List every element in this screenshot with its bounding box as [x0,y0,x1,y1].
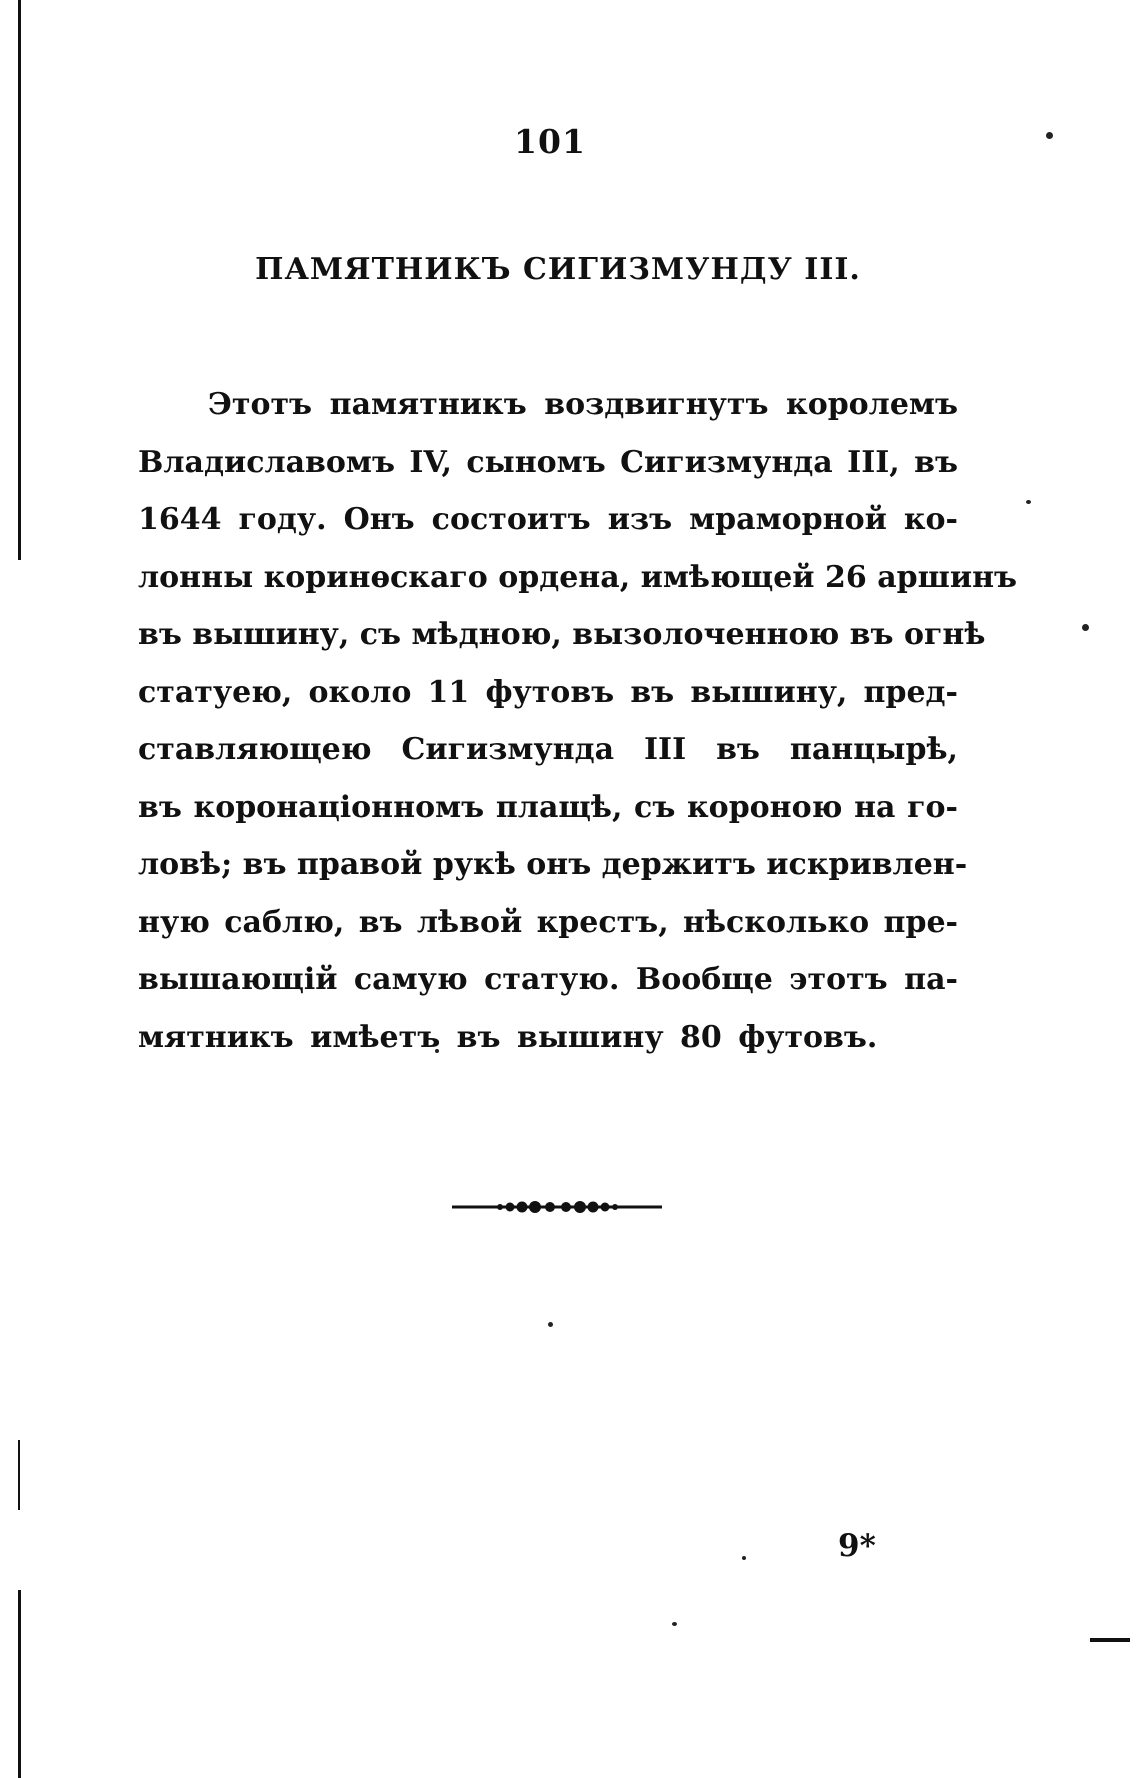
text-line: статуею, около 11 футовъ въ вышину, пред- [138,674,958,710]
text-line: Владиславомъ IV, сыномъ Сигизмунда III, въ [138,444,958,480]
scan-edge-line-bottom [18,1590,21,1778]
speck [1026,500,1031,504]
speck [742,1556,746,1560]
text-line: 1644 году. Онъ состоитъ изъ мраморной ко- [138,502,958,537]
text-line: вышающій самую статую. Вообще этотъ па- [138,962,958,997]
decorative-dot-rule [452,1198,662,1216]
text-line: въ коронаціонномъ плащѣ, съ короною на го- [138,789,958,825]
body-paragraph [138,376,1018,1066]
speck [548,1322,553,1327]
speck [672,1622,677,1626]
text-line: ную саблю, въ лѣвой крестъ, нѣсколько пре- [138,904,958,940]
scan-edge-dash-right [1090,1638,1130,1642]
text-line: мятникъ имѣетъ въ вышину 80 футовъ. [138,1019,878,1055]
text-line: лонны коринѳскаго ордена, имѣющей 26 аршинъ [138,559,1018,595]
speck [1082,624,1089,631]
text-line: въ вышину, съ мѣдною, вызолоченною въ огнѣ [138,617,986,652]
scan-edge-line-middle [18,1440,20,1510]
text-line: Этотъ памятникъ воздвигнутъ королемъ [208,387,958,422]
page-number: 101 [514,122,586,161]
text-line: ловѣ; въ правой рукѣ онъ держитъ искривлен- [138,847,968,882]
page-heading: ПАМЯТНИКЪ СИГИЗМУНДУ III. [255,252,861,287]
signature-mark: 9* [838,1528,876,1564]
text-line: ставляющею Сигизмунда III въ панцырѣ, [138,732,958,767]
